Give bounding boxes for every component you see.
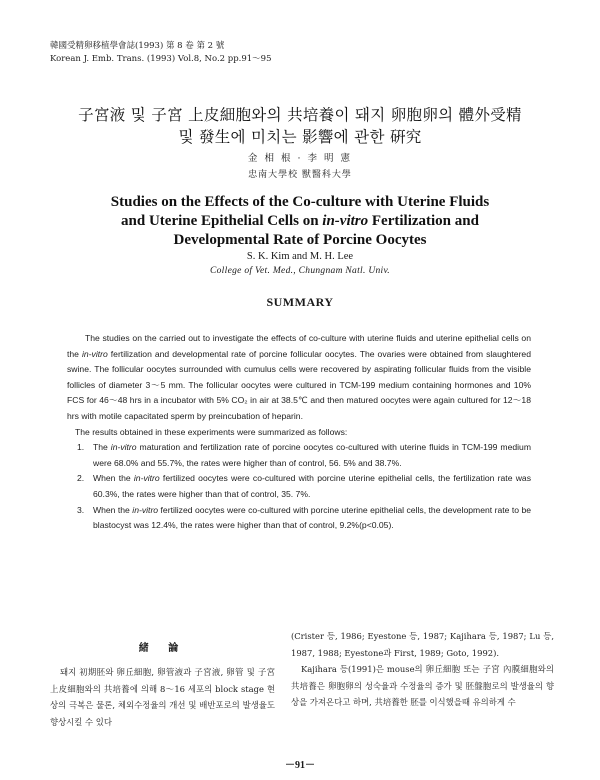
english-authors: S. K. Kim and M. H. Lee bbox=[246, 251, 354, 262]
result-italic-text: in-vitro bbox=[132, 504, 159, 515]
korean-title-line: 및 發生에 미치는 影響에 관한 硏究 bbox=[178, 128, 422, 146]
results-intro: The results obtained in these experiments were summarized as follows: bbox=[75, 426, 348, 437]
korean-affiliation: 忠南大學校 獸醫科大學 bbox=[248, 170, 352, 180]
english-affiliation: College of Vet. Med., Chungnam Natl. Univ. bbox=[210, 266, 390, 276]
english-title-line: Studies on the Effects of the Co-culture with Uterine Fluids bbox=[110, 194, 490, 210]
result-item bbox=[67, 440, 531, 471]
result-text: The bbox=[93, 442, 111, 453]
result-number: 3. bbox=[77, 504, 85, 515]
journal-header bbox=[50, 40, 272, 66]
title-italic-text: in-vitro bbox=[322, 213, 369, 229]
english-title-line bbox=[40, 212, 560, 231]
result-text: fertilized oocytes were co-cultured with porcine uterine epithelial cells, the fertilization rate was 60.3%, the rates were higher than that of control, 35. 7%. bbox=[93, 473, 531, 499]
right-column bbox=[291, 628, 554, 711]
title-text: and Uterine Epithelial Cells on bbox=[121, 213, 323, 229]
introduction-text: 돼지 初期胚와 卵丘細胞, 卵管液과 子宮液, 卵管 및 子宮 上皮細胞와의 共培養에 의해 8～16 세포의 block stage 현상의 극복은 물론, 체외수정율의 개선 및 배반포로의 발생율도 향상시킬 수 있다 bbox=[50, 667, 275, 727]
page-number: －91－ bbox=[285, 760, 315, 771]
summary-text: fertilization and developmental rate of porcine follicular oocytes. The ovaries were obtained from slaughtered swine. The follicular oocytes surrounded with cumulus cells were recovered by aspirating follicular fluids from the visible follicles of diameter 3～5 mm. The follicular oocytes were cultured in TCM-199 medium containing hormones and 10% FCS for 46～48 hrs in a incubator with 5% CO₂ in air at 38.5℃ and then matured oocytes were again cultured for 12～18 hrs with motile capacitated sperm by preincubation of heparin. bbox=[67, 348, 531, 421]
result-number: 2. bbox=[77, 473, 85, 484]
result-italic-text: in-vitro bbox=[110, 442, 137, 453]
summary-heading: SUMMARY bbox=[266, 295, 334, 309]
result-text: maturation and fertilization rate of porcine oocytes co-cultured with uterine fluids in TCM-199 medium were 68.0% and 55.7%, the rates were higher than of control, 56. 5% and 38.7%. bbox=[93, 442, 531, 468]
journal-citation-english: Korean J. Emb. Trans. (1993) Vol.8, No.2 pp.91～95 bbox=[50, 54, 272, 64]
result-item bbox=[67, 471, 531, 502]
result-text: When the bbox=[93, 473, 134, 484]
results-list bbox=[67, 440, 531, 534]
summary-body bbox=[67, 331, 531, 534]
title-text: Fertilization and bbox=[368, 213, 479, 229]
korean-authors: 金 相 根 · 李 明 憲 bbox=[247, 153, 353, 164]
citation-text: (Crister 등, 1986; Eyestone 등, 1987; Kajihara 등, 1987; Lu 등, 1987, 1988; Eyestone과 First, 1989; Goto, 1992). bbox=[291, 631, 554, 658]
summary-paragraph bbox=[67, 331, 531, 425]
result-text: When the bbox=[93, 504, 133, 515]
english-title-line: Developmental Rate of Porcine Oocytes bbox=[173, 232, 427, 248]
result-text: fertilized oocytes were co-cultured with porcine uterine epithelial cells, the development rate to be blastocyst was 12.4%, the rates were higher than that of control, 9.2%(p<0.05). bbox=[93, 504, 532, 531]
journal-citation-korean: 韓國受精卵移植學會誌(1993) 第 8 卷 第 2 號 bbox=[50, 41, 225, 51]
introduction-heading: 緒 論 bbox=[138, 643, 187, 654]
result-italic-text: in-vitro bbox=[133, 473, 160, 484]
body-text: Kajihara 등(1991)은 mouse의 卵丘細胞 또는 子宮 內膜細胞와의 共培養은 卵胞卵의 성숙율과 수정율의 증가 및 胚盤胞로의 발생율의 향상을 가져온다고 하며, 共培養한 胚를 이식했을때 유의하게 수 bbox=[291, 664, 554, 707]
left-column bbox=[50, 639, 275, 730]
result-number: 1. bbox=[77, 442, 85, 453]
english-title bbox=[40, 193, 560, 250]
result-item bbox=[67, 503, 531, 534]
korean-title bbox=[40, 104, 560, 148]
summary-italic-text: in-vitro bbox=[81, 348, 108, 359]
summary-text: The studies on the carried out to investigate the effects of co-culture with uterine fluids and uterine epithelial cells on the bbox=[67, 333, 531, 359]
korean-title-line: 子宮液 및 子宮 上皮細胞와의 共培養이 돼지 卵胞卵의 體外受精 bbox=[78, 106, 522, 124]
